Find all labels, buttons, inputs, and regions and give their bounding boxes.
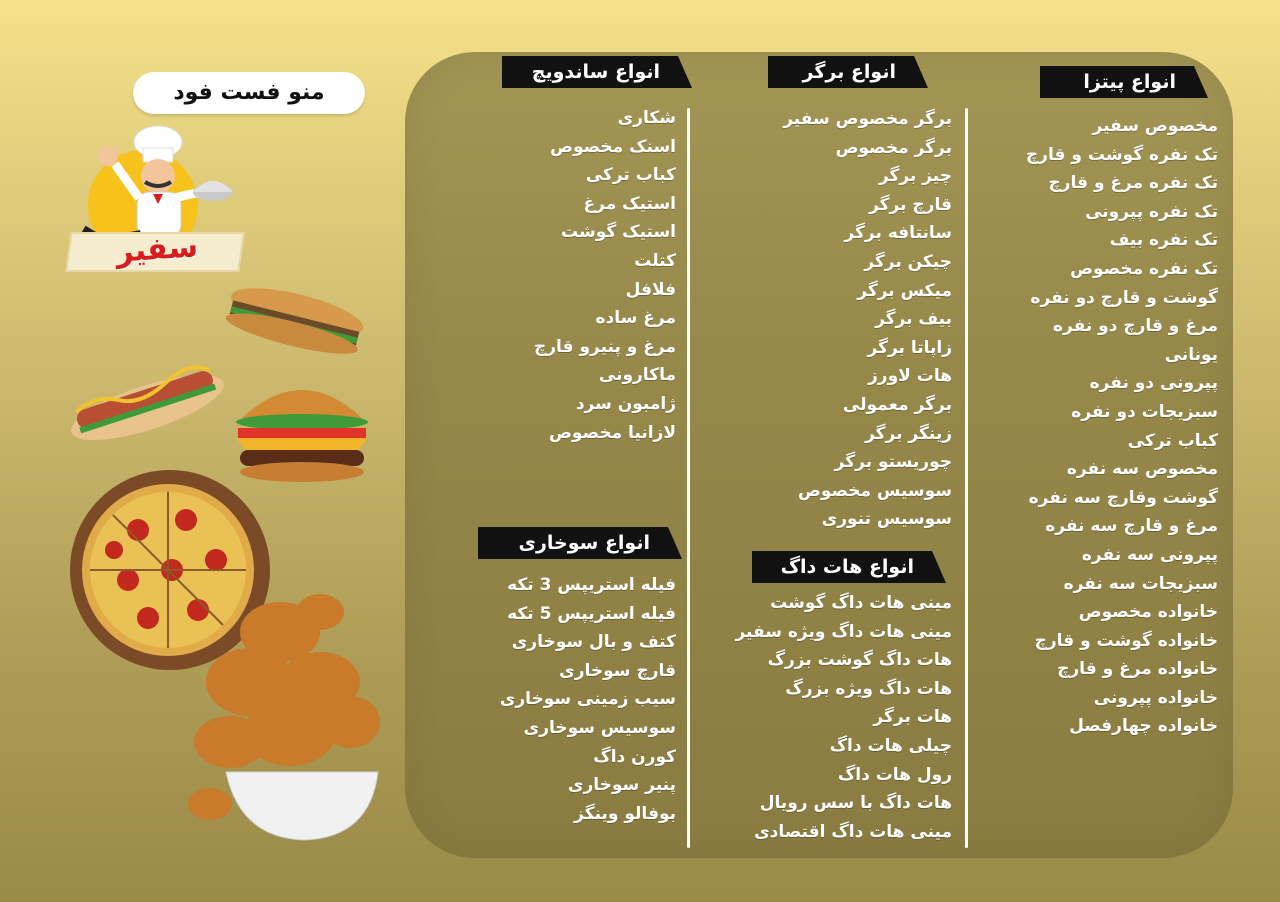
- menu-item: برگر مخصوص سفیر: [783, 109, 952, 129]
- menu-item: فیله استریپس 5 تکه: [507, 603, 676, 624]
- menu-item: سانتافه برگر: [844, 223, 952, 244]
- menu-item: برگر مخصوص: [835, 137, 952, 158]
- menu-item: ژامبون سرد: [575, 393, 676, 414]
- menu-item: خانواده مرغ و قارچ: [1057, 659, 1218, 680]
- menu-item: برگر معمولی: [842, 394, 952, 415]
- menu-item: چیلی هات داگ: [829, 735, 952, 756]
- menu-item: ماکارونی: [598, 365, 676, 386]
- brand-name: سفیر: [114, 229, 200, 270]
- menu-item: یونانی: [1164, 344, 1218, 365]
- menu-item: استیک گوشت: [560, 222, 676, 243]
- menu-item: چیکن برگر: [864, 251, 952, 272]
- menu-item: هات برگر: [873, 707, 952, 728]
- menu-item: پنیر سوخاری: [567, 775, 676, 796]
- column-divider: [965, 108, 968, 848]
- fried-list: [460, 571, 676, 828]
- menu-item: خانواده مخصوص: [1078, 602, 1218, 623]
- hotdog-list: [730, 589, 952, 846]
- menu-item: تک نفره مخصوص: [1070, 258, 1218, 279]
- menu-item: خانواده گوشت و قارچ: [1034, 630, 1218, 651]
- sandwich-heading: انواع ساندویچ: [502, 56, 678, 88]
- menu-item: مخصوص سه نفره: [1066, 459, 1218, 480]
- menu-item: استیک مرغ: [583, 193, 676, 214]
- hotdog-heading: انواع هات داگ: [752, 551, 932, 583]
- menu-item: مینی هات داگ ویژه سفیر: [735, 621, 952, 642]
- menu-item: سوسیس سوخاری: [523, 717, 676, 738]
- menu-item: تک نفره بیف: [1109, 230, 1218, 251]
- menu-item: سیب زمینی سوخاری: [499, 689, 676, 710]
- column-divider: [687, 108, 690, 848]
- brand-logo: [58, 120, 238, 285]
- menu-item: سوسیس تنوری: [821, 509, 952, 530]
- menu-item: گوشت وقارچ سه نفره: [1028, 487, 1218, 508]
- menu-item: گوشت و قارچ دو نفره: [1030, 287, 1218, 308]
- menu-item: هات داگ ویژه بزرگ: [785, 678, 952, 699]
- menu-item: کورن داگ: [593, 746, 676, 767]
- hotdog-sub-icon: [224, 282, 366, 360]
- pizza-heading: انواع پیتزا: [1040, 66, 1194, 98]
- menu-item: مرغ و قارچ دو نفره: [1052, 316, 1218, 337]
- burger-list: [730, 105, 952, 534]
- menu-item: کتف و بال سوخاری: [511, 632, 676, 653]
- fried-chicken-icon: [170, 572, 396, 842]
- menu-item: تک نفره پپرونی: [1085, 201, 1218, 222]
- menu-item: هات داگ گوشت بزرگ: [767, 650, 952, 671]
- menu-item: بوفالو وینگز: [574, 803, 676, 824]
- sandwich-list: [470, 104, 676, 447]
- menu-title: منو فست فود: [133, 72, 365, 114]
- menu-item: مرغ ساده: [595, 308, 676, 329]
- menu-item: قارچ برگر: [869, 194, 952, 215]
- menu-item: مینی هات داگ اقتصادی: [754, 821, 952, 842]
- menu-item: کباب ترکی: [585, 165, 676, 186]
- menu-item: پپرونی سه نفره: [1081, 544, 1218, 565]
- menu-item: سبزیجات سه نفره: [1063, 573, 1218, 594]
- menu-item: خانواده پپرونی: [1093, 687, 1218, 708]
- menu-item: هات لاورز: [868, 366, 952, 387]
- menu-item: چوریستو برگر: [834, 452, 952, 473]
- fried-heading: انواع سوخاری: [478, 527, 668, 559]
- pizza-list: [1000, 112, 1218, 741]
- menu-item: خانواده چهارفصل: [1069, 716, 1218, 737]
- hotdog-icon: [60, 350, 230, 450]
- menu-item: اسنک مخصوص: [550, 136, 676, 157]
- menu-item: چیز برگر: [878, 166, 952, 187]
- burger-heading: انواع برگر: [768, 56, 914, 88]
- menu-item: سبزیجات دو نفره: [1071, 401, 1218, 422]
- menu-item: سوسیس مخصوص: [797, 480, 952, 501]
- menu-item: مخصوص سفیر: [1092, 116, 1218, 136]
- menu-item: کتلت: [634, 250, 676, 271]
- menu-item: زاپاتا برگر: [867, 337, 952, 358]
- menu-item: فلافل: [625, 279, 676, 300]
- menu-item: مینی هات داگ گوشت: [770, 593, 952, 613]
- menu-item: میکس برگر: [857, 280, 952, 301]
- menu-item: کباب ترکی: [1127, 430, 1218, 451]
- menu-item: مرغ و پنیرو قارچ: [534, 336, 676, 357]
- menu-item: شکاری: [617, 108, 676, 128]
- menu-item: بیف برگر: [875, 309, 952, 330]
- menu-item: قارچ سوخاری: [559, 660, 676, 681]
- menu-item: رول هات داگ: [837, 764, 952, 785]
- menu-item: لازانیا مخصوص: [549, 422, 676, 443]
- burger-icon: [228, 372, 376, 486]
- menu-item: پپرونی دو نفره: [1089, 373, 1218, 394]
- menu-item: تک نفره گوشت و قارچ: [1025, 144, 1218, 165]
- menu-item: مرغ و قارچ سه نفره: [1045, 516, 1218, 537]
- menu-item: تک نفره مرغ و قارچ: [1048, 173, 1218, 194]
- menu-item: فیله استریپس 3 تکه: [507, 575, 676, 595]
- menu-item: زینگر برگر: [865, 423, 952, 444]
- menu-item: هات داگ با سس رویال: [759, 793, 952, 814]
